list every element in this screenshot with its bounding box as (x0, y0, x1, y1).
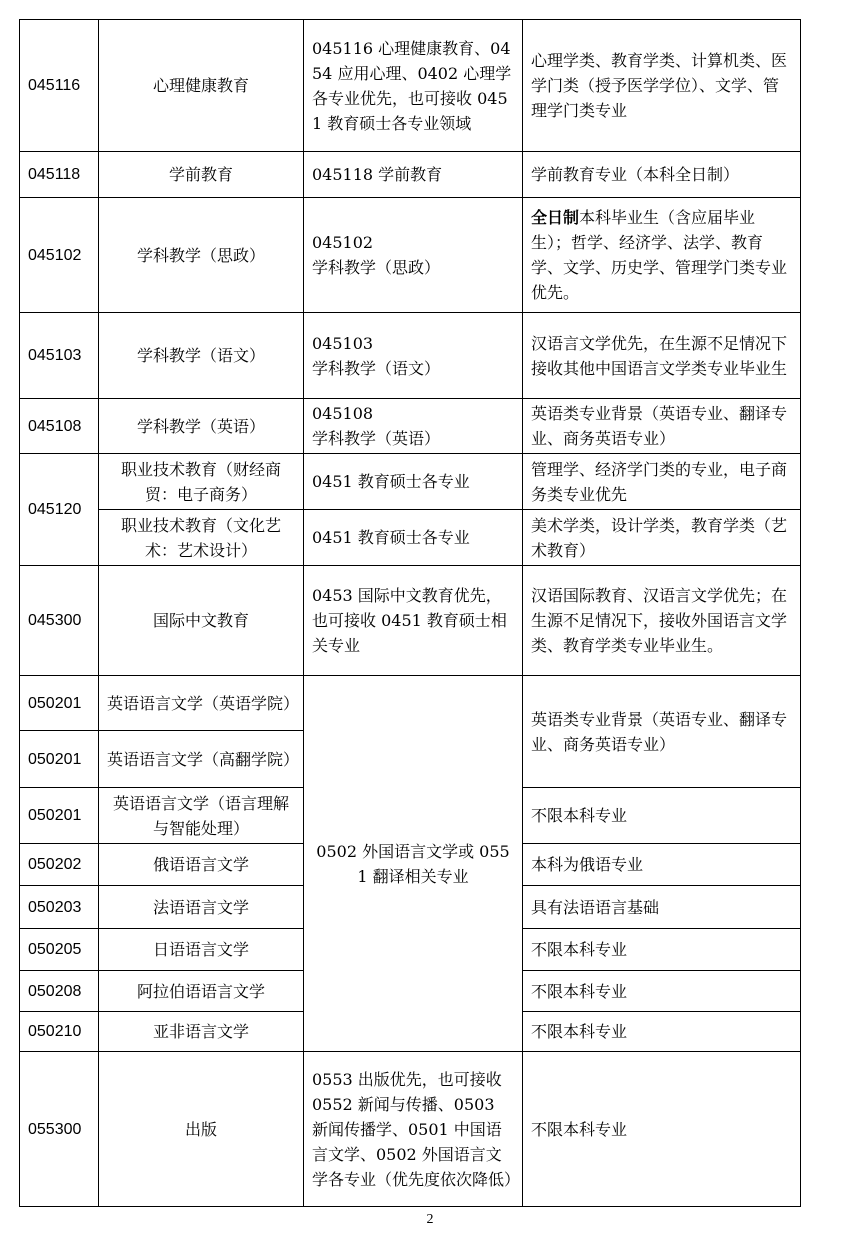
table-row (20, 510, 801, 566)
undergrad-note: 管理学、经济学门类的专业，电子商务类专业优先 (523, 454, 801, 510)
major-code: 045300 (20, 566, 99, 676)
table-row (20, 152, 801, 198)
requirement: 0553 出版优先，也可接收 0552 新闻与传播、0503 新闻传播学、0501 中国语言文学、0502 外国语言文学各专业（优先度依次降低） (304, 1052, 523, 1207)
major-name: 出版 (99, 1052, 304, 1207)
major-code: 050210 (20, 1012, 99, 1052)
requirement-name: 学科教学（英语） (312, 429, 441, 448)
major-name: 英语语言文学（语言理解与智能处理） (99, 788, 304, 844)
major-code: 045108 (20, 399, 99, 454)
major-code: 045118 (20, 152, 99, 198)
major-code: 050202 (20, 844, 99, 886)
major-code: 050203 (20, 886, 99, 929)
requirement-code: 045108 (312, 404, 374, 423)
major-name: 国际中文教育 (99, 566, 304, 676)
requirement (304, 198, 523, 313)
major-name: 心理健康教育 (99, 20, 304, 152)
undergrad-note: 心理学类、教育学类、计算机类、医学门类（授予医学学位）、文学、管理学门类专业 (523, 20, 801, 152)
major-name: 日语语言文学 (99, 929, 304, 971)
major-code: 045102 (20, 198, 99, 313)
table-row (20, 676, 801, 731)
requirement: 045116 心理健康教育、0454 应用心理、0402 心理学各专业优先，也可接收 0451 教育硕士各专业领域 (304, 20, 523, 152)
table-row (20, 399, 801, 454)
major-name: 法语语言文学 (99, 886, 304, 929)
major-code: 045120 (20, 454, 99, 566)
undergrad-note: 美术学类，设计学类，教育学类（艺术教育） (523, 510, 801, 566)
requirement (304, 313, 523, 399)
requirement-code: 045103 (312, 333, 374, 353)
undergrad-note: 不限本科专业 (523, 971, 801, 1012)
major-name: 亚非语言文学 (99, 1012, 304, 1052)
major-name: 学科教学（英语） (99, 399, 304, 454)
page-number: 2 (426, 1212, 434, 1227)
undergrad-note (523, 198, 801, 313)
major-name: 职业技术教育（文化艺术：艺术设计） (99, 510, 304, 566)
undergrad-note: 不限本科专业 (523, 788, 801, 844)
major-name: 英语语言文学（英语学院） (99, 676, 304, 731)
major-code: 050201 (20, 676, 99, 731)
major-name: 俄语语言文学 (99, 844, 304, 886)
undergrad-note: 汉语国际教育、汉语言文学优先；在生源不足情况下，接收外国语言文学类、教育学类专业毕业生。 (523, 566, 801, 676)
requirement-name: 学科教学（思政） (312, 258, 441, 277)
requirement: 045118 学前教育 (304, 152, 523, 198)
note-emphasis: 全日制 (531, 208, 580, 227)
major-code: 050208 (20, 971, 99, 1012)
undergrad-note: 汉语言文学优先，在生源不足情况下接收其他中国语言文学类专业毕业生 (523, 313, 801, 399)
table-row (20, 20, 801, 152)
table-row (20, 198, 801, 313)
requirement: 0451 教育硕士各专业 (304, 454, 523, 510)
major-name: 英语语言文学（高翻学院） (99, 731, 304, 788)
requirement-code: 045102 (312, 233, 374, 252)
note-text: 本科毕业生（含应届毕业生）；哲学、经济学、法学、教育学、文学、历史学、管理学门类专业优先。 (531, 208, 788, 302)
undergrad-note: 不限本科专业 (523, 1052, 801, 1207)
major-code: 045103 (20, 313, 99, 399)
requirement-name: 学科教学（语文） (312, 358, 441, 378)
undergrad-note: 英语类专业背景（英语专业、翻译专业、商务英语专业） (523, 676, 801, 788)
major-name: 阿拉伯语语言文学 (99, 971, 304, 1012)
major-code: 045116 (20, 20, 99, 152)
table-row (20, 454, 801, 510)
major-code: 055300 (20, 1052, 99, 1207)
undergrad-note: 学前教育专业（本科全日制） (523, 152, 801, 198)
table-row (20, 1052, 801, 1207)
table-row (20, 313, 801, 399)
undergrad-note: 不限本科专业 (523, 929, 801, 971)
major-code: 050201 (20, 788, 99, 844)
undergrad-note: 不限本科专业 (523, 1012, 801, 1052)
requirement: 0502 外国语言文学或 0551 翻译相关专业 (304, 676, 523, 1052)
undergrad-note: 本科为俄语专业 (523, 844, 801, 886)
major-name: 学科教学（语文） (99, 313, 304, 399)
requirement: 0451 教育硕士各专业 (304, 510, 523, 566)
admission-table (19, 19, 801, 1207)
undergrad-note: 具有法语语言基础 (523, 886, 801, 929)
major-name: 学前教育 (99, 152, 304, 198)
requirement: 0453 国际中文教育优先，也可接收 0451 教育硕士相关专业 (304, 566, 523, 676)
major-code: 050201 (20, 731, 99, 788)
requirement (304, 399, 523, 454)
undergrad-note: 英语类专业背景（英语专业、翻译专业、商务英语专业） (523, 399, 801, 454)
table-row (20, 566, 801, 676)
major-code: 050205 (20, 929, 99, 971)
major-name: 学科教学（思政） (99, 198, 304, 313)
major-name: 职业技术教育（财经商贸：电子商务） (99, 454, 304, 510)
